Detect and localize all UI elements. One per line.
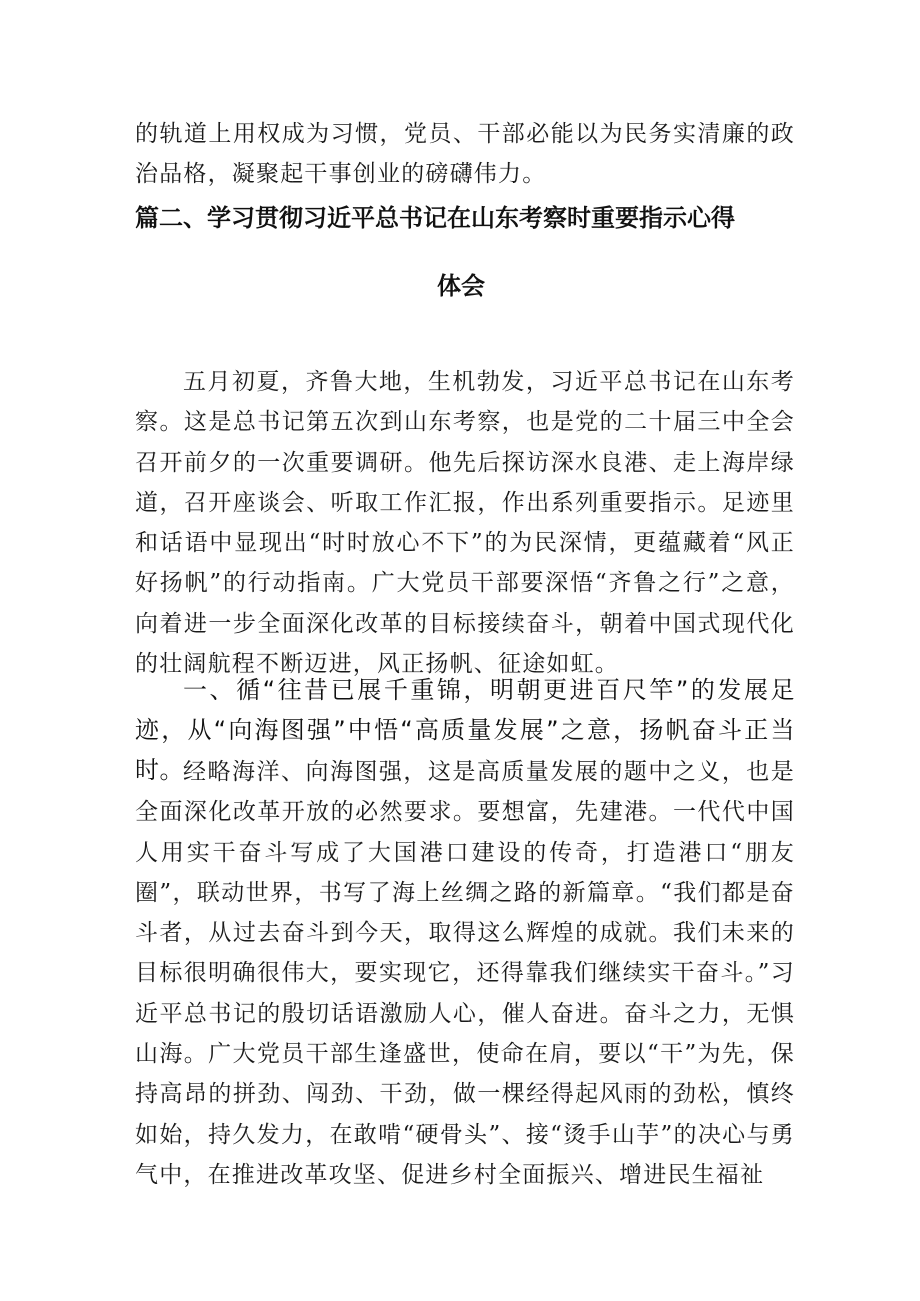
article-title-line1: 篇二、学习贯彻习近平总书记在山东考察时重要指示心得 bbox=[135, 204, 735, 232]
article-title-line2: 体会 bbox=[437, 272, 485, 300]
intro-paragraph: 五月初夏，齐鲁大地，生机勃发，习近平总书记在山东考察。这是总书记第五次到山东考察，也是党的二十届三中全会召开前夕的一次重要调研。他先后探访深水良港、走上海岸绿道，召开座谈会、听取工作汇报，作出系列重要指示。足迹里和话语中显现出“时时放心不下”的为民深情，更蕴藏着“风正好扬帆”的行动指南。广大党员干部要深悟“齐鲁之行”之意，向着进一步全面深化改革的目标接续奋斗，朝着中国式现代化的壮阔航程不断迈进，风正扬帆、征途如虹。 bbox=[135, 369, 795, 678]
body-paragraph: 经略海洋、向海图强，这是高质量发展的题中之义，也是全面深化改革开放的必然要求。要想富，先建港。一代代中国人用实干奋斗写成了大国港口建设的传奇，打造港口“朋友圈”，联动世界，书写了海上丝绸之路的新篇章。“我们都是奋斗者，从过去奋斗到今天，取得这么辉煌的成就。我们未来的目标很明确很伟大，要实现它，还得靠我们继续实干奋斗。”习近平总书记的殷切话语激励人心，催人奋进。奋斗之力，无惧山海。广大党员干部生逢盛世，使命在肩，要以“干”为先，保持高昂的拼劲、闯劲、干劲，做一棵经得起风雨的劲松，慎终如始，持久发力，在敢啃“硬骨头”、接“烫手山芋”的决心与勇气中，在推进改革攻坚、促进乡村全面振兴、增进民生福祉 bbox=[135, 759, 795, 1188]
continuation-paragraph: 的轨道上用权成为习惯，党员、干部必能以为民务实清廉的政治品格，凝聚起干事创业的磅礴伟力。 bbox=[135, 121, 795, 188]
section-heading: 一、循“往昔已展千重锦，明朝更进百尺竿”的发展足迹，从“向海图强”中悟“高质量发展”之意，扬帆奋斗正当时。 bbox=[135, 676, 795, 784]
